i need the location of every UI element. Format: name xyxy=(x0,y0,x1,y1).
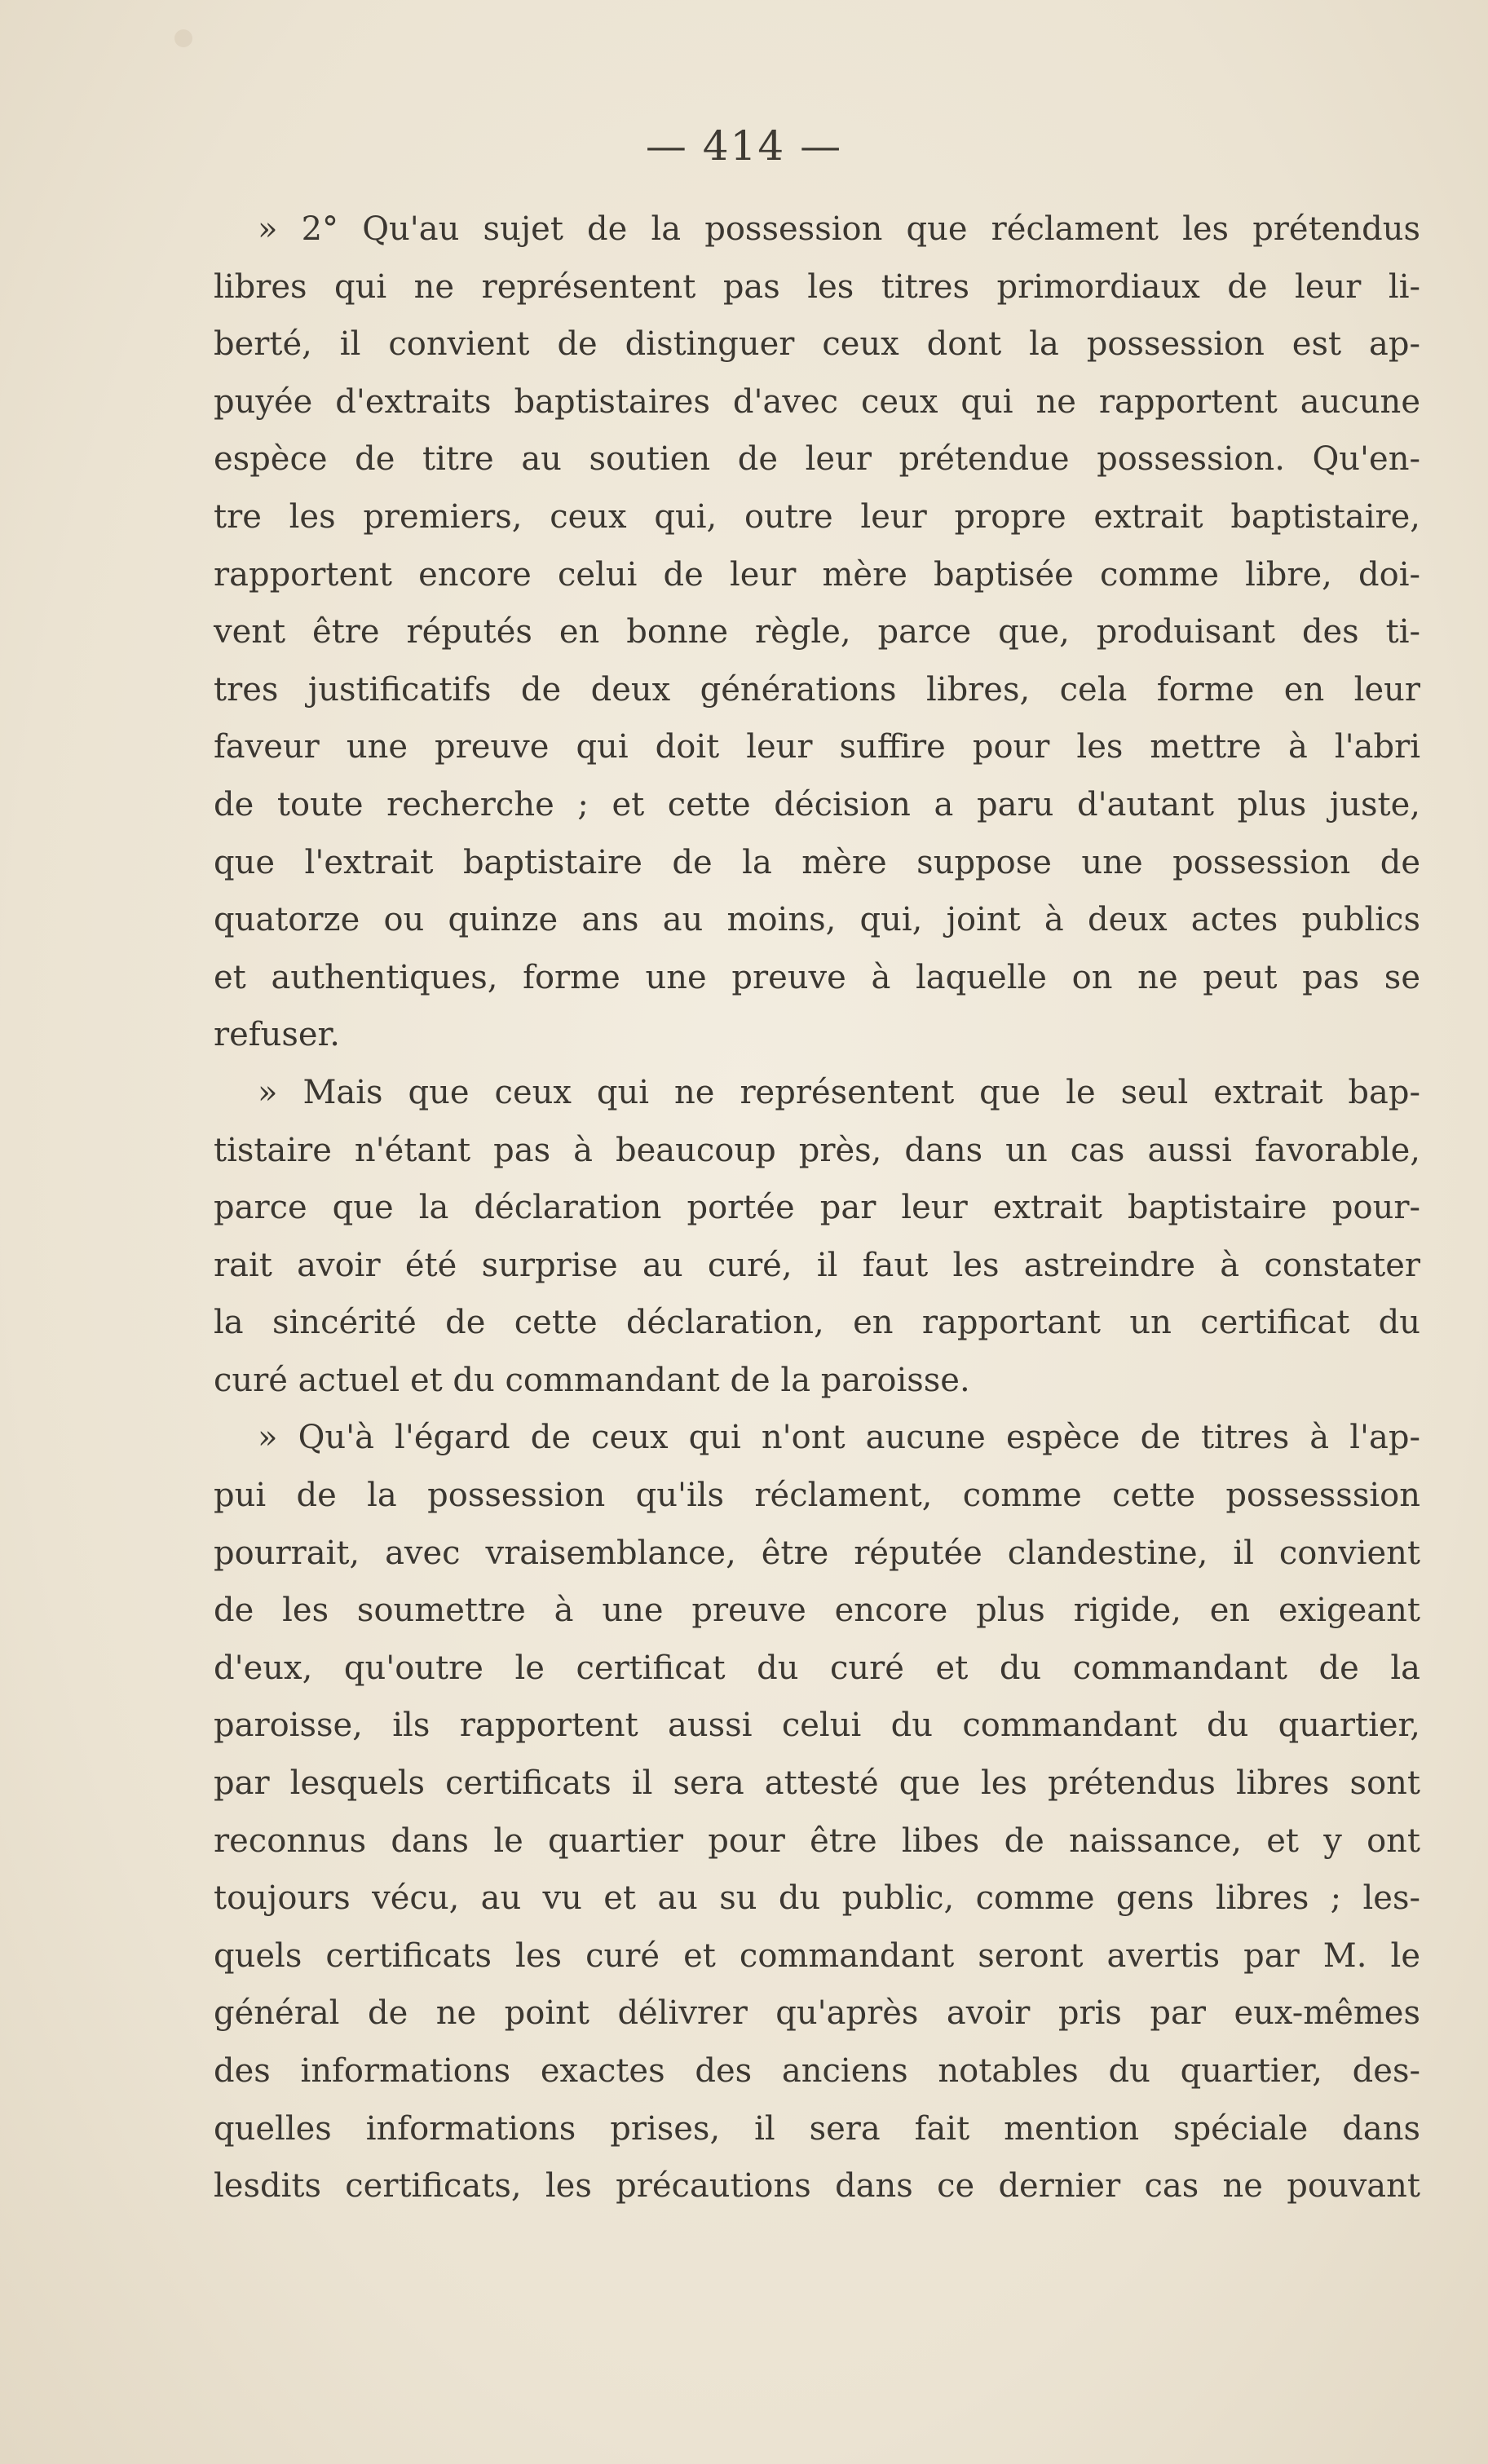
text-line: de les soumettre à une preuve encore plus rigide, en exigeant xyxy=(214,1592,1420,1630)
page-number: — 414 — xyxy=(645,122,843,170)
text-line: puyée d'extraits baptistaires d'avec ceux qui ne rapportent aucune xyxy=(214,382,1420,421)
text-line: de toute recherche ; et cette décision a paru d'autant plus juste, xyxy=(214,785,1420,824)
text-line: berté, il convient de distinguer ceux dont la possession est ap- xyxy=(214,325,1420,364)
text-line: parce que la déclaration portée par leur extrait baptistaire pour- xyxy=(214,1189,1420,1227)
text-line: libres qui ne représentent pas les titres primordiaux de leur li- xyxy=(214,267,1420,306)
text-line: tistaire n'étant pas à beaucoup près, dans un cas aussi favorable, xyxy=(214,1131,1420,1169)
text-line: rait avoir été surprise au curé, il faut les astreindre à constater xyxy=(214,1246,1420,1284)
text-line: par lesquels certificats il sera attesté que les prétendus libres sont xyxy=(214,1764,1420,1803)
text-line: faveur une preuve qui doit leur suffire pour les mettre à l'abri xyxy=(214,728,1420,766)
text-line: rapportent encore celui de leur mère baptisée comme libre, doi- xyxy=(214,555,1420,594)
text-line: lesdits certificats, les précautions dans ce dernier cas ne pouvant xyxy=(214,2167,1420,2206)
text-line: tre les premiers, ceux qui, outre leur propre extrait baptistaire, xyxy=(214,497,1420,536)
paper-stain xyxy=(174,29,192,47)
text-line: » Qu'à l'égard de ceux qui n'ont aucune espèce de titres à l'ap- xyxy=(258,1419,1420,1457)
text-line: curé actuel et du commandant de la paroisse. xyxy=(214,1361,970,1399)
text-line: pui de la possession qu'ils réclament, comme cette possesssion xyxy=(214,1477,1420,1515)
text-line: d'eux, qu'outre le certificat du curé et du commandant de la xyxy=(214,1649,1420,1687)
body-text xyxy=(214,201,1420,2215)
text-line: vent être réputés en bonne règle, parce que, produisant des ti- xyxy=(214,613,1420,651)
text-line: pourrait, avec vraisemblance, être réputée clandestine, il convient xyxy=(214,1534,1420,1572)
text-line: général de ne point délivrer qu'après avoir pris par eux-mêmes xyxy=(214,1994,1420,2033)
text-line: et authentiques, forme une preuve à laquelle on ne peut pas se xyxy=(214,958,1420,996)
text-line: quelles informations prises, il sera fait mention spéciale dans xyxy=(214,2109,1420,2148)
text-line: espèce de titre au soutien de leur prétendue possession. Qu'en- xyxy=(214,440,1420,479)
text-line: la sincérité de cette déclaration, en rapportant un certificat du xyxy=(214,1304,1420,1342)
text-line: des informations exactes des anciens notables du quartier, des- xyxy=(214,2052,1420,2090)
text-line: toujours vécu, au vu et au su du public, comme gens libres ; les- xyxy=(214,1879,1420,1918)
text-line: paroisse, ils rapportent aussi celui du commandant du quartier, xyxy=(214,1707,1420,1745)
text-line: que l'extrait baptistaire de la mère suppose une possession de xyxy=(214,843,1420,881)
text-line: tres justificatifs de deux générations libres, cela forme en leur xyxy=(214,670,1420,709)
text-line: quels certificats les curé et commandant seront avertis par M. le xyxy=(214,1936,1420,1975)
text-line: reconnus dans le quartier pour être libes de naissance, et y ont xyxy=(214,1822,1420,1860)
text-line: » Mais que ceux qui ne représentent que le seul extrait bap- xyxy=(258,1073,1420,1111)
text-line: quatorze ou quinze ans au moins, qui, joint à deux actes publics xyxy=(214,901,1420,939)
text-line: » 2° Qu'au sujet de la possession que réclament les prétendus xyxy=(258,210,1420,248)
text-line: refuser. xyxy=(214,1016,340,1054)
